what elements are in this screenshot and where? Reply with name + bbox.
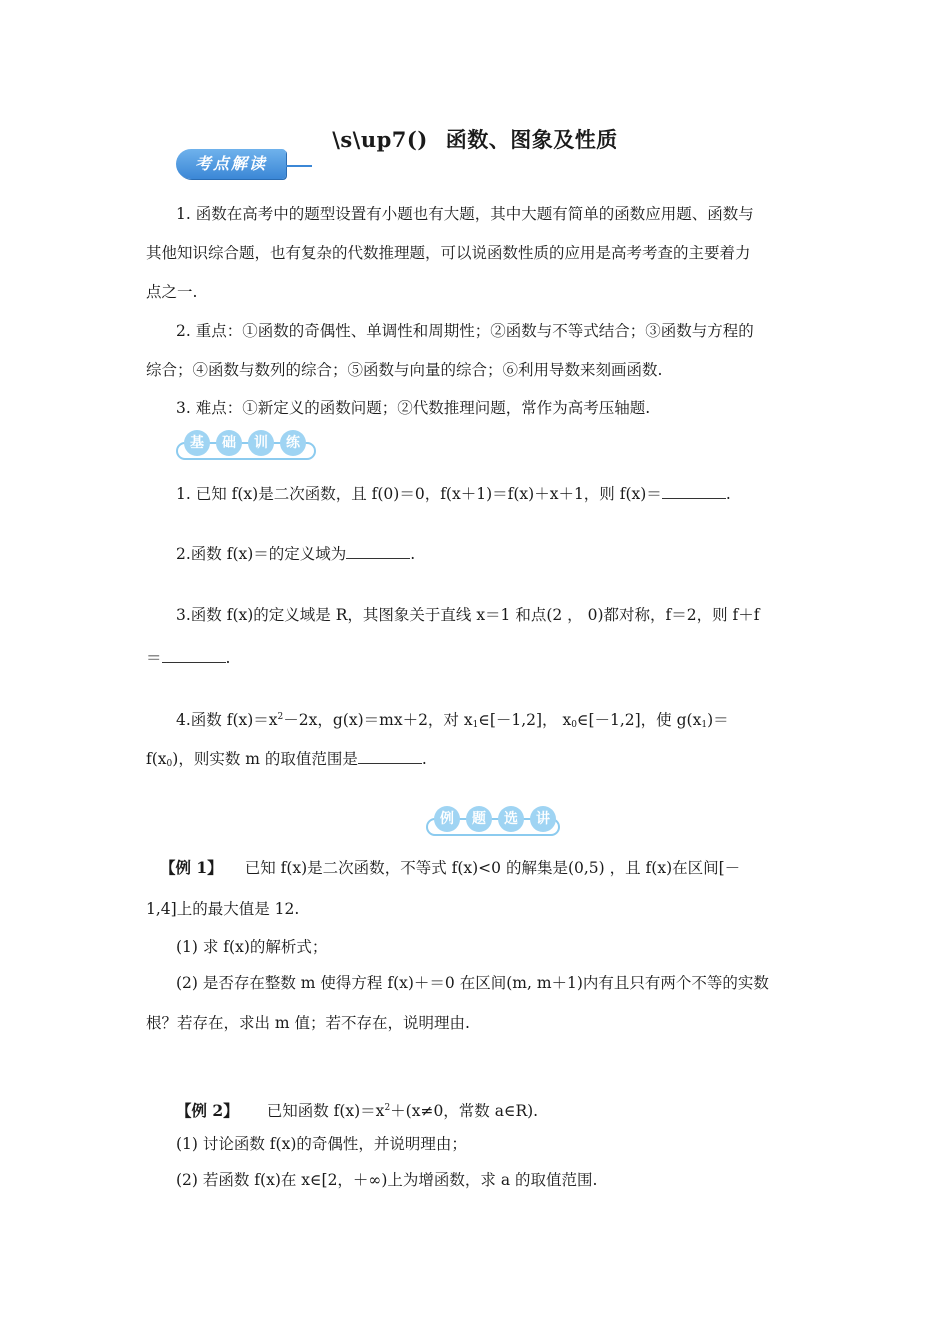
example-2-text: ＋(x≠0，常数 a∈R).: [390, 1102, 539, 1120]
superscript: 2: [277, 712, 284, 722]
badge-char: 训: [248, 430, 274, 456]
kaodian-line-1: 1. 函数在高考中的题型设置有小题也有大题，其中大题有简单的函数应用题、函数与: [176, 205, 754, 223]
section-badge-kaodian: 考点解读: [176, 149, 286, 179]
period: .: [421, 750, 427, 768]
period: .: [225, 649, 231, 667]
q4-text: ∈[－1,2]，使 g(x: [576, 711, 702, 729]
badge-char: 例: [434, 806, 460, 832]
section-badge-jichu: [176, 430, 316, 460]
example-2-part-2: (2) 若函数 f(x)在 x∈[2，＋∞)上为增函数，求 a 的取值范围.: [176, 1171, 598, 1189]
section-badge-liti: [426, 806, 560, 836]
badge-char: 讲: [530, 806, 556, 832]
subscript: 1: [472, 720, 479, 730]
example-1-line-2: 1,4]上的最大值是 12.: [146, 900, 300, 918]
kaodian-line-4: 2. 重点：①函数的奇偶性、单调性和周期性；②函数与不等式结合；③函数与方程的: [176, 322, 754, 340]
badge-char: 选: [498, 806, 524, 832]
example-2-line-1: [176, 1098, 538, 1121]
title-prefix: \s\up7(): [332, 127, 428, 152]
kaodian-line-6: 3. 难点：①新定义的函数问题；②代数推理问题，常作为高考压轴题.: [176, 399, 651, 417]
kaodian-line-3: 点之一.: [146, 283, 198, 301]
example-1-text: 已知 f(x)是二次函数，不等式 f(x)<0 的解集是(0,5) ，且 f(x)在区间[－: [244, 859, 741, 877]
question-1: [176, 484, 731, 504]
example-2-text: 已知函数 f(x)＝x: [266, 1102, 385, 1120]
badge-char: 基: [184, 430, 210, 456]
q4-text: )＝: [707, 711, 729, 729]
answer-blank: [358, 749, 422, 764]
q4-text: f(x: [146, 750, 167, 768]
example-1-part-2: (2) 是否存在整数 m 使得方程 f(x)＋＝0 在区间(m, m＋1)内有且只有两个不等的实数: [176, 974, 769, 992]
page-title: [0, 124, 950, 154]
answer-blank: [346, 544, 410, 559]
example-1-part-2-cont: 根？若存在，求出 m 值；若不存在，说明理由.: [146, 1014, 470, 1032]
question-1-text: 1. 已知 f(x)是二次函数，且 f(0)＝0，f(x＋1)＝f(x)＋x＋1，则 f(x)＝: [176, 485, 662, 503]
subscript: 1: [701, 720, 708, 730]
question-4-line-2: [146, 749, 427, 774]
badge-char: 练: [280, 430, 306, 456]
kaodian-line-5: 综合；④函数与数列的综合；⑤函数与向量的综合；⑥利用导数来刻画函数.: [146, 361, 663, 379]
question-3-text: ＝: [146, 649, 162, 667]
question-3-line-2: [146, 648, 230, 668]
badge-underline: [286, 165, 312, 167]
question-2: [176, 544, 415, 564]
answer-blank: [162, 648, 226, 663]
period: .: [725, 485, 731, 503]
q4-text: )，则实数 m 的取值范围是: [172, 750, 358, 768]
title-text: 函数、图象及性质: [445, 127, 618, 152]
kaodian-line-2: 其他知识综合题，也有复杂的代数推理题，可以说函数性质的应用是高考考查的主要着力: [146, 244, 751, 262]
example-2-part-1: (1) 讨论函数 f(x)的奇偶性，并说明理由；: [176, 1135, 467, 1153]
example-1-label: 【例 1】: [160, 858, 223, 877]
q4-text: ∈[－1,2]， x: [478, 711, 572, 729]
q4-text: 4.函数 f(x)＝x: [176, 711, 278, 729]
example-1-line-1: [160, 858, 740, 878]
example-1-part-1: (1) 求 f(x)的解析式；: [176, 938, 328, 956]
superscript: 2: [384, 1103, 391, 1113]
badge-char: 础: [216, 430, 242, 456]
subscript: 0: [166, 759, 173, 769]
question-4-line-1: [176, 707, 729, 735]
question-3-line-1: 3.函数 f(x)的定义域是 R，其图象关于直线 x＝1 和点(2 ， 0)都对称，f＝2，则 f＋f: [176, 606, 760, 624]
subscript: 0: [571, 720, 577, 730]
example-2-label: 【例 2】: [176, 1101, 239, 1120]
period: .: [410, 545, 416, 563]
q4-text: －2x，g(x)＝mx＋2，对 x: [283, 711, 473, 729]
question-2-text: 2.函数 f(x)＝的定义域为: [176, 545, 347, 563]
badge-char: 题: [466, 806, 492, 832]
answer-blank: [662, 484, 726, 499]
